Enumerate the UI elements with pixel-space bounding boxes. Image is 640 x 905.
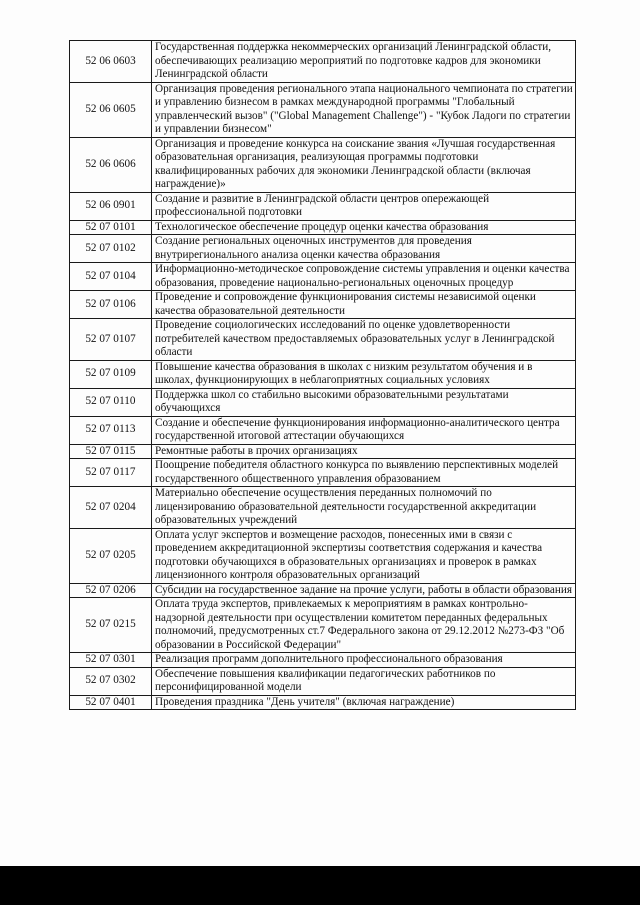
table-row xyxy=(70,653,576,668)
row-description: Информационно-методическое сопровождение системы управления и оценки качества образования, проведение национально-региональных оценочных процедур xyxy=(152,263,576,291)
row-code: 52 07 0102 xyxy=(70,235,152,263)
table-row xyxy=(70,487,576,529)
row-code: 52 07 0113 xyxy=(70,416,152,444)
table-row xyxy=(70,192,576,220)
row-description: Организация и проведение конкурса на соискание звания «Лучшая государственная образовательная организация, реализующая программы подготовки квалифицированных рабочих для экономики Ленинградской области (включая награждение)» xyxy=(152,137,576,192)
table-row xyxy=(70,667,576,695)
row-description: Реализация программ дополнительного профессионального образования xyxy=(152,653,576,668)
row-description: Государственная поддержка некоммерческих организаций Ленинградской области, обеспечивающих реализацию мероприятий по подготовке кадров для экономики Ленинградской области xyxy=(152,41,576,83)
row-code: 52 07 0117 xyxy=(70,459,152,487)
row-code: 52 07 0107 xyxy=(70,319,152,361)
row-code: 52 06 0606 xyxy=(70,137,152,192)
table-row xyxy=(70,291,576,319)
row-code: 52 07 0110 xyxy=(70,388,152,416)
row-description: Поощрение победителя областного конкурса по выявлению перспективных моделей государственного общественного управления образованием xyxy=(152,459,576,487)
table-row xyxy=(70,220,576,235)
row-description: Проведение и сопровождение функционирования системы независимой оценки качества образовательной деятельности xyxy=(152,291,576,319)
table-row xyxy=(70,319,576,361)
table-row xyxy=(70,82,576,137)
row-code: 52 07 0206 xyxy=(70,583,152,598)
row-description: Субсидии на государственное задание на прочие услуги, работы в области образования xyxy=(152,583,576,598)
table-row xyxy=(70,137,576,192)
row-code: 52 07 0301 xyxy=(70,653,152,668)
row-description: Ремонтные работы в прочих организациях xyxy=(152,444,576,459)
table-row xyxy=(70,444,576,459)
row-description: Материально обеспечение осуществления переданных полномочий по лицензированию образовательной деятельности государственной аккредитации образовательных учреждений xyxy=(152,487,576,529)
table-row xyxy=(70,360,576,388)
row-code: 52 07 0401 xyxy=(70,695,152,710)
row-code: 52 06 0605 xyxy=(70,82,152,137)
table-body xyxy=(70,41,576,710)
table-row xyxy=(70,598,576,653)
row-code: 52 07 0302 xyxy=(70,667,152,695)
table-row xyxy=(70,41,576,83)
row-description: Создание региональных оценочных инструментов для проведения внутрирегионального анализа оценки качества образования xyxy=(152,235,576,263)
row-description: Проведение социологических исследований по оценке удовлетворенности потребителей качеством предоставляемых образовательных услуг в Ленинградской области xyxy=(152,319,576,361)
row-code: 52 07 0101 xyxy=(70,220,152,235)
row-code: 52 07 0106 xyxy=(70,291,152,319)
table-row xyxy=(70,459,576,487)
row-description: Повышение качества образования в школах с низким результатом обучения и в школах, функционирующих в неблагоприятных социальных условиях xyxy=(152,360,576,388)
table-row xyxy=(70,528,576,583)
row-description: Обеспечение повышения квалификации педагогических работников по персонифицированной модели xyxy=(152,667,576,695)
row-description: Оплата услуг экспертов и возмещение расходов, понесенных ими в связи с проведением аккредитационной экспертизы соответствия содержания и качества подготовки обучающихся в образовательных организациях и проверок в рамках лицензионного контроля образовательных организаций xyxy=(152,528,576,583)
row-code: 52 07 0204 xyxy=(70,487,152,529)
table-row xyxy=(70,263,576,291)
row-code: 52 07 0205 xyxy=(70,528,152,583)
row-description: Оплата труда экспертов, привлекаемых к мероприятиям в рамках контрольно-надзорной деятельности при осуществлении комитетом переданных федеральных полномочий, предусмотренных ст.7 Федерального закона от 29.12.2012 №273-ФЗ "Об образовании в Российской Федерации" xyxy=(152,598,576,653)
row-code: 52 06 0603 xyxy=(70,41,152,83)
row-description: Поддержка школ со стабильно высокими образовательными результатами обучающихся xyxy=(152,388,576,416)
row-code: 52 06 0901 xyxy=(70,192,152,220)
row-description: Проведения праздника "День учителя" (включая награждение) xyxy=(152,695,576,710)
row-description: Организация проведения регионального этапа национального чемпионата по стратегии и управлению бизнесом в рамках международной программы "Глобальный управленческий вызов" ("Global Management Challenge") - "Кубок Ладоги по стратегии и управлении бизнесом" xyxy=(152,82,576,137)
table-row xyxy=(70,695,576,710)
table-row xyxy=(70,583,576,598)
table-row xyxy=(70,235,576,263)
table-row xyxy=(70,388,576,416)
row-description: Технологическое обеспечение процедур оценки качества образования xyxy=(152,220,576,235)
row-code: 52 07 0215 xyxy=(70,598,152,653)
row-code: 52 07 0104 xyxy=(70,263,152,291)
row-description: Создание и обеспечение функционирования информационно-аналитического центра государственной итоговой аттестации обучающихся xyxy=(152,416,576,444)
row-code: 52 07 0115 xyxy=(70,444,152,459)
row-description: Создание и развитие в Ленинградской области центров опережающей профессиональной подготовки xyxy=(152,192,576,220)
scan-bottom-edge xyxy=(0,866,640,905)
row-code: 52 07 0109 xyxy=(70,360,152,388)
budget-codes-table xyxy=(69,40,576,710)
table-row xyxy=(70,416,576,444)
